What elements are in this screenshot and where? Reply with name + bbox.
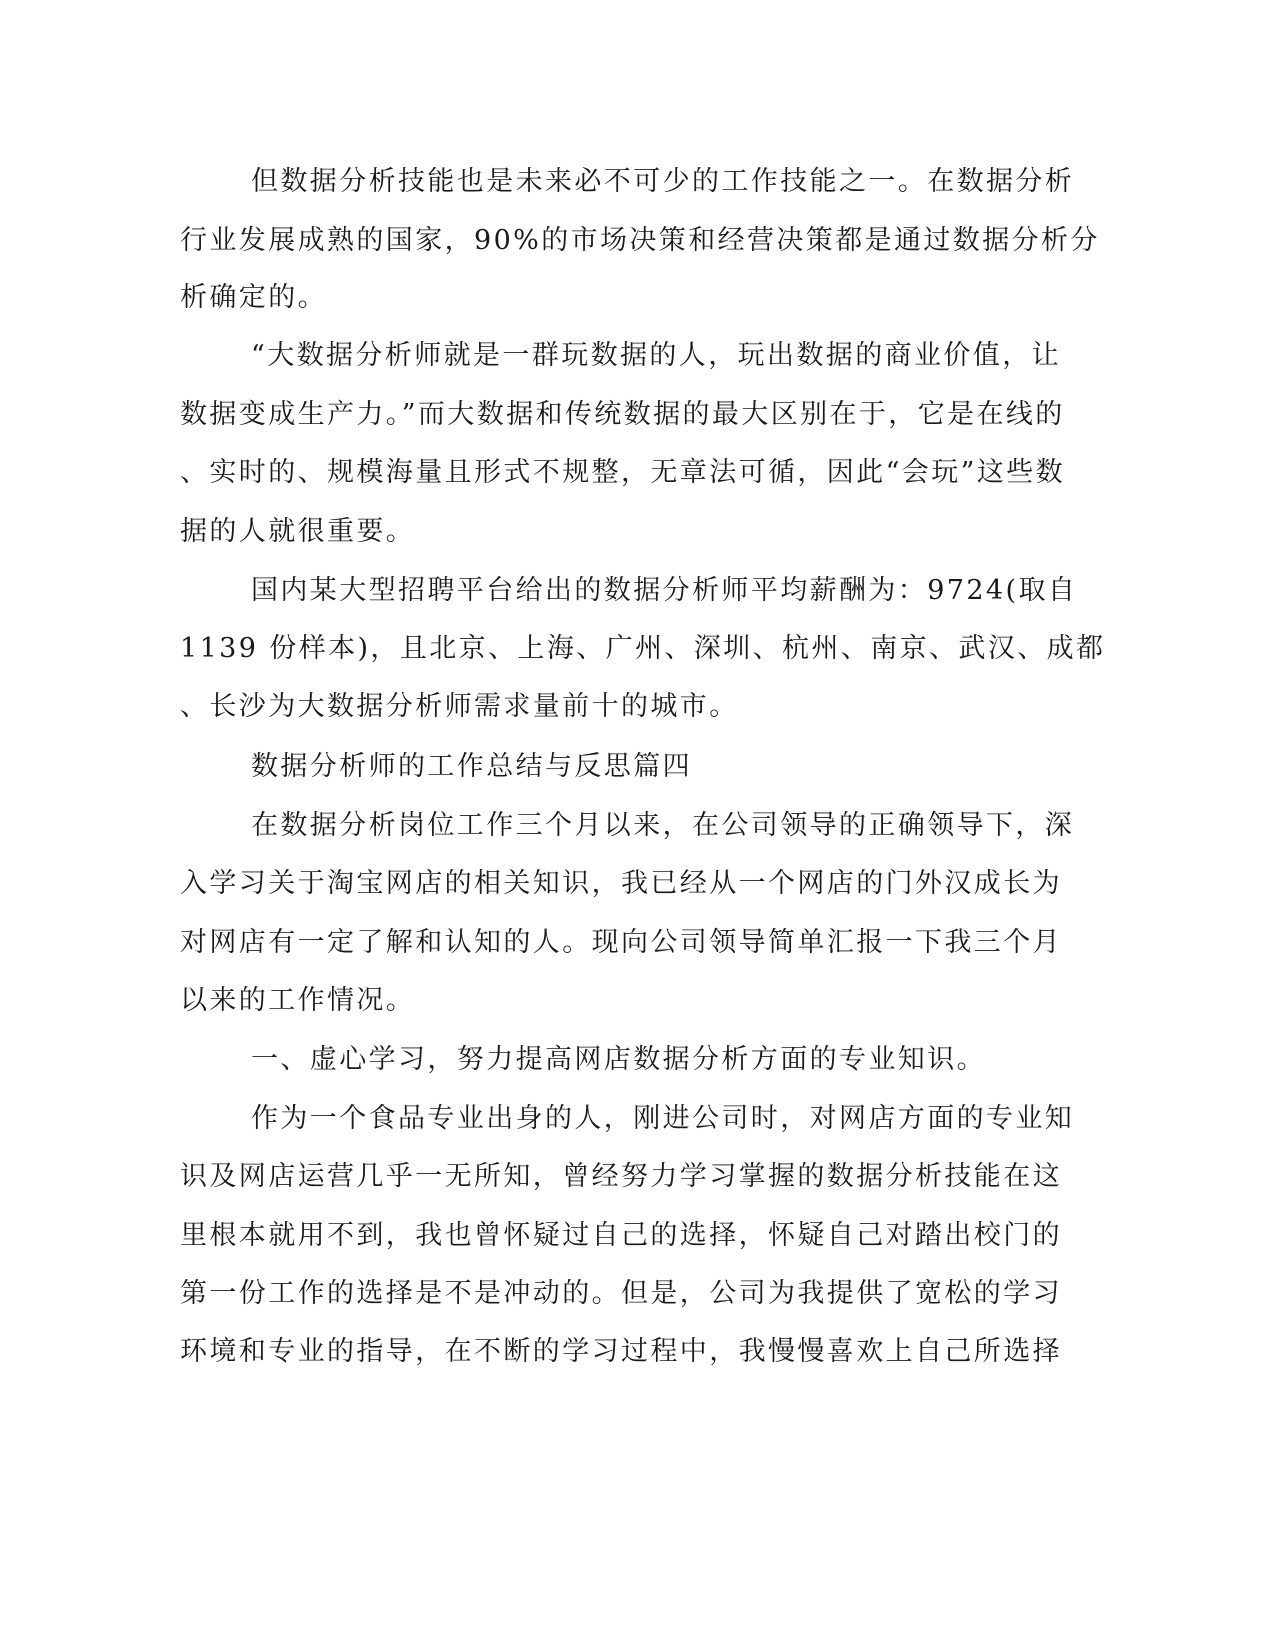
text-line: 数据变成生产力。”而大数据和传统数据的最大区别在于，它是在线的 (180, 399, 1065, 430)
text-line: 对网店有一定了解和认知的人。现向公司领导简单汇报一下我三个月 (180, 927, 1062, 958)
text-line: 国内某大型招聘平台给出的数据分析师平均薪酬为：9724(取自 (251, 575, 1078, 606)
text-line: 但数据分析技能也是未来必不可少的工作技能之一。在数据分析 (251, 166, 1075, 197)
text-line: 作为一个食品专业出身的人，刚进公司时，对网店方面的专业知 (251, 1103, 1075, 1134)
text-line: 析确定的。 (180, 282, 327, 313)
text-line: “大数据分析师就是一群玩数据的人，玩出数据的商业价值，让 (251, 340, 1062, 371)
text-line: 第一份工作的选择是不是冲动的。但是，公司为我提供了宽松的学习 (180, 1278, 1062, 1309)
text-line: 环境和专业的指导，在不断的学习过程中，我慢慢喜欢上自己所选择 (180, 1336, 1062, 1367)
text-line: 以来的工作情况。 (180, 985, 416, 1016)
text-line: 在数据分析岗位工作三个月以来，在公司领导的正确领导下，深 (251, 810, 1075, 841)
text-line: 、长沙为大数据分析师需求量前十的城市。 (180, 691, 739, 722)
text-line: 一、虚心学习，努力提高网店数据分析方面的专业知识。 (251, 1044, 986, 1075)
text-line: 入学习关于淘宝网店的相关知识，我已经从一个网店的门外汉成长为 (180, 868, 1062, 899)
text-line: 里根本就用不到，我也曾怀疑过自己的选择，怀疑自己对踏出校门的 (180, 1220, 1062, 1251)
text-line: 1139 份样本)，且北京、上海、广州、深圳、杭州、南京、武汉、成都 (180, 633, 1106, 664)
text-line: 识及网店运营几乎一无所知，曾经努力学习掌握的数据分析技能在这 (180, 1161, 1062, 1192)
text-line: 行业发展成熟的国家，90%的市场决策和经营决策都是通过数据分析分 (180, 225, 1100, 256)
section-heading: 数据分析师的工作总结与反思篇四 (251, 751, 692, 782)
text-line: 据的人就很重要。 (180, 516, 416, 547)
text-line: 、实时的、规模海量且形式不规整，无章法可循，因此“会玩”这些数 (180, 457, 1066, 488)
